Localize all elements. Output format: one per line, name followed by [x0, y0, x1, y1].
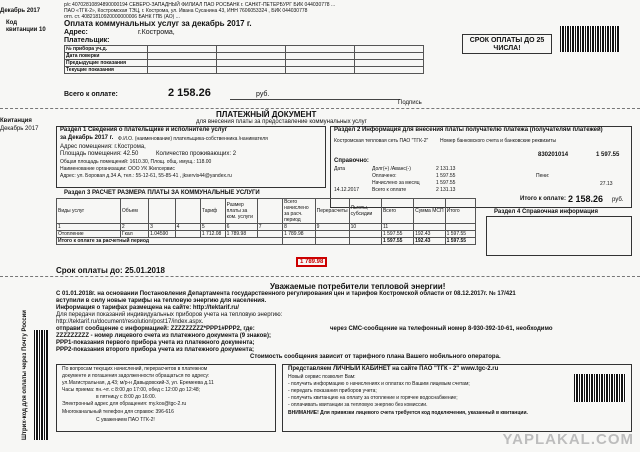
contact-line: Электронный адрес для обращения: my.kos@tgc-2.ru — [62, 401, 187, 407]
cabinet-line: - получить квитанцию на оплату за отопление и горячее водоснабжение; — [288, 395, 458, 401]
account-col: Номер банковского счета и банковские реквизиты — [440, 138, 557, 144]
barcode-icon — [34, 330, 48, 440]
notice-link[interactable]: http://tektarif.ru/document/resolution/post17/index.aspx. — [56, 319, 204, 325]
cabinet-line: - оплачивать квитанции за тепловую энергию без комиссии. — [288, 402, 428, 408]
service-name: Отопление — [57, 231, 121, 238]
common-area: Общая площадь помещений: 1610.30, Площ. общ. имущ.: 118.00 — [60, 159, 212, 165]
deadline-box-text: СРОК ОПЛАТЫ ДО 25 ЧИСЛА! — [469, 37, 545, 52]
pay-title: Оплата коммунальных услуг за декабрь 2017 г. — [64, 19, 252, 28]
doc-title: ПЛАТЕЖНЫЙ ДОКУМЕНТ — [216, 110, 317, 119]
col-header: Сумма МСП — [414, 199, 445, 224]
date-value: 14.12.2017 — [334, 187, 360, 193]
notice-heading: Уважаемые потребители тепловой энергии! — [270, 282, 446, 291]
contact-line: С уважением ПАО ТГК-2! — [96, 417, 155, 423]
bank-line-2: ПАО «ТГК-2», Костромская ТЭЦ, г. Кострома, ул. Ивана Сусанина 43, ИНН 7606053324 , БИК 044030778 — [64, 8, 308, 14]
recipient: Костромская тепловая сеть ПАО "ТГК-2" — [334, 138, 429, 144]
cell — [257, 231, 282, 238]
top-rub: руб. — [256, 91, 270, 98]
cabinet-line: Представляем ЛИЧНЫЙ КАБИНЕТ на сайте ПАО "ТГК - 2" www.tgc-2.ru — [288, 366, 499, 372]
cabinet-line: - получить информацию о начислениях и оплатах по Вашим лицевым счетам; — [288, 381, 470, 387]
col-header: Объем — [120, 199, 148, 224]
notice-line: отправит сообщение с информацией: ZZZZZZZZZ*PPP1#PPP2, где: — [56, 326, 255, 332]
sms-line: через СМС-сообщение на телефонный номер 8-930-392-10-61, необходимо — [330, 326, 553, 332]
total-due-value: 2 131.13 — [436, 187, 456, 193]
notice-line: РРР1-показания первого прибора учета из платежного документа; — [56, 340, 255, 346]
paid-label: Оплачено: — [372, 173, 397, 179]
cell: 1.04590 — [149, 231, 176, 238]
bank-line-1: р/с 40702810894890000194 СЕВЕРО-ЗАПАДНЫЙ ФИЛИАЛ ПАО РОСБАНК г. САНКТ-ПЕТЕРБУРГ БИК 044030778 ... — [64, 2, 336, 8]
cell: 1 597.55 — [381, 231, 413, 238]
col-num: 10 — [349, 224, 381, 231]
section-4 — [486, 216, 632, 256]
col-num: 11 — [381, 224, 413, 231]
total-due-label: Всего к оплате — [372, 187, 407, 193]
deadline-box — [462, 34, 552, 54]
ref-title: Справочно: — [334, 158, 369, 164]
qr-code-icon — [560, 26, 620, 52]
cell: 1 597.55 — [445, 231, 475, 238]
notice-line: С 01.01.2018г. на основании Постановления Департамента государственного регулирования цен и тарифов Костромской области от 08.12.2017г. № 17/421 — [56, 291, 516, 297]
col-header: Итого — [445, 199, 475, 224]
contact-line: в пятницу с 8:00 до 16:00. — [96, 394, 157, 400]
highlight-stamp: 1 789.98 — [296, 257, 327, 267]
cut-line — [0, 276, 640, 277]
contact-line: По вопросам текущих начислений, перерасчетов в платежном — [62, 366, 208, 372]
service-unit: Гкал — [120, 231, 148, 238]
ls-number: 830201014 — [538, 152, 569, 158]
payer-label: Плательщик: — [64, 37, 110, 44]
bank-line-3: отп. ст. 40821810920000000006 БАНК ГПБ (АО) ... — [64, 14, 180, 20]
watermark: YAPLAKAL.COM — [502, 431, 634, 448]
cell: 1 789.98 — [225, 231, 257, 238]
contact-line: документе и погашения задолженности обращаться по адресу: — [62, 373, 210, 379]
section-2-title: Раздел 2 Информация для внесения платы получателю платежа (получателям платежей) — [334, 127, 603, 133]
notice-line: ZZZZZZZZZ - номер лицевого счета из платежного документа (9 знаков); — [56, 333, 271, 339]
fio-label: Ф.И.О. (наименование) плательщика-собственника /нанимателя — [118, 136, 268, 142]
meter-row-label: Предыдущие показания — [65, 60, 148, 67]
col-header: Перерасчеты — [315, 199, 349, 224]
month-value: 1 597.55 — [436, 180, 456, 186]
total-cell: 1 597.55 — [445, 238, 475, 245]
cell: 192.43 — [414, 231, 445, 238]
date-label: Дата — [334, 166, 346, 172]
people-field: Количество проживающих: 2 — [156, 151, 237, 157]
executor-address: Адрес: ул. Боровая д.34 А, тел.: 55-12-61, 55-85-41 , jkservis44@yandex.ru — [60, 173, 232, 179]
side-barcode-note: Штрих-код для оплаты через Почту России — [22, 310, 28, 440]
cut-line — [0, 108, 640, 109]
col-num: 5 — [200, 224, 225, 231]
col-header: Тариф — [200, 199, 225, 224]
cell — [349, 231, 381, 238]
sum-value: 1 597.55 — [596, 152, 620, 158]
cell: 1 712.08 — [200, 231, 225, 238]
paid-value: 1 597.55 — [436, 173, 456, 179]
notice-line: вступили в силу новые тарифы на тепловую энергию для населения. — [56, 298, 267, 304]
col-header: Всего — [381, 199, 413, 224]
col-num: 7 — [257, 224, 282, 231]
address-label: Адрес: — [64, 29, 88, 36]
contact-line: Многоканальный телефон для справок: 396-616 — [62, 409, 174, 415]
col-num: 4 — [175, 224, 200, 231]
notice-line: Для передачи показаний индивидуальных приборов учета на тепловую энергию: — [56, 312, 283, 318]
doc-subtitle: для внесения платы за предоставление коммунальных услуг — [196, 119, 367, 125]
cabinet-line: - передать показания приборов учета; — [288, 388, 377, 394]
cabinet-line: Новый сервис позволит Вам: — [288, 374, 356, 380]
kv-label: Квитанция — [0, 118, 32, 124]
col-num: 8 — [283, 224, 316, 231]
kv-date: Декабрь 2017 — [0, 126, 39, 132]
address-field: Адрес помещения: г.Кострома, — [60, 144, 146, 150]
peni-value: 27.13 — [600, 181, 613, 187]
col-header: Размер платы за ком. услуги — [225, 199, 257, 224]
meter-row-label: Текущие показания — [65, 67, 148, 74]
col-num: 3 — [149, 224, 176, 231]
notice-line: Информация о тарифах размещена на сайте: http://tektarif.ru/ — [56, 305, 239, 311]
debt-label: Долг(+) /Аванс(-) — [372, 166, 411, 172]
debt-value: 2 131.13 — [436, 166, 456, 172]
executor: Наименование организации: ООО УК Жилсервис — [60, 166, 175, 172]
col-num: 9 — [315, 224, 349, 231]
grand-total-unit: руб. — [612, 197, 624, 203]
top-city: г.Кострома, — [138, 29, 175, 36]
col-header: Всего начислено за расч. период — [283, 199, 316, 224]
month-label: Начислено за месяц — [372, 180, 420, 186]
peni-label: Пени: — [536, 173, 550, 179]
notice-line: РРР2-показания второго прибора учета из платежного документа; — [56, 347, 255, 353]
cell — [315, 231, 349, 238]
meter-row-label: Дата поверки — [65, 53, 148, 60]
cell — [175, 231, 200, 238]
col-num: 2 — [120, 224, 148, 231]
top-total-label: Всего к оплате: — [64, 91, 118, 98]
col-header: Виды услуг — [57, 199, 121, 224]
notice-line: Стоимость сообщения зависит от тарифного плана Вашего мобильного оператора. — [250, 354, 501, 360]
contact-line: ул.Магистральная, д.43; м/р-н Давыдовский-3, ул. Еремеева д.11 — [62, 380, 214, 386]
area-field: Площадь помещения: 42.50 — [60, 151, 139, 157]
col-num: 1 — [57, 224, 121, 231]
code-label: Код квитанции 10 — [6, 20, 46, 33]
contact-line: Часы приема: пн.-чт. с 8:00 до 17:00, обед с 12:00 до 12:48; — [62, 387, 201, 393]
period: за Декабрь 2017 г. — [60, 135, 114, 141]
grand-total-label: Итого к оплате: — [520, 196, 566, 202]
meter-table — [64, 45, 424, 74]
total-cell: 192.43 — [414, 238, 445, 245]
total-row-label: Итого к оплате за расчетный период — [57, 238, 283, 245]
section-1-title: Раздел 1 Сведения о плательщике и исполнителе услуг — [60, 127, 228, 133]
section-4-title: Раздел 4 Справочная информация — [494, 209, 598, 215]
qr-code-icon — [574, 374, 626, 402]
section-3-title: Раздел 3 РАСЧЕТ РАЗМЕРА ПЛАТЫ ЗА КОММУНАЛЬНЫЕ УСЛУГИ — [64, 190, 260, 196]
cell: 1 789.98 — [283, 231, 316, 238]
col-num: 6 — [225, 224, 257, 231]
signature-label: Подпись — [398, 100, 422, 106]
grand-total-value: 2 158.26 — [568, 194, 604, 204]
total-cell: 1 597.55 — [381, 238, 413, 245]
top-total-value: 2 158.26 — [168, 87, 211, 99]
pay-deadline: Срок оплаты до: 25.01.2018 — [56, 266, 165, 275]
cabinet-line: ВНИМАНИЕ! Для привязки лицевого счета требуется код подключения, указанный в квитанции. — [288, 410, 528, 416]
meter-row-label: № прибора уч.д. — [65, 46, 148, 53]
calc-table — [56, 198, 476, 245]
top-date: Декабрь 2017 — [0, 8, 41, 14]
col-header: Льготы, субсидии — [349, 199, 381, 224]
